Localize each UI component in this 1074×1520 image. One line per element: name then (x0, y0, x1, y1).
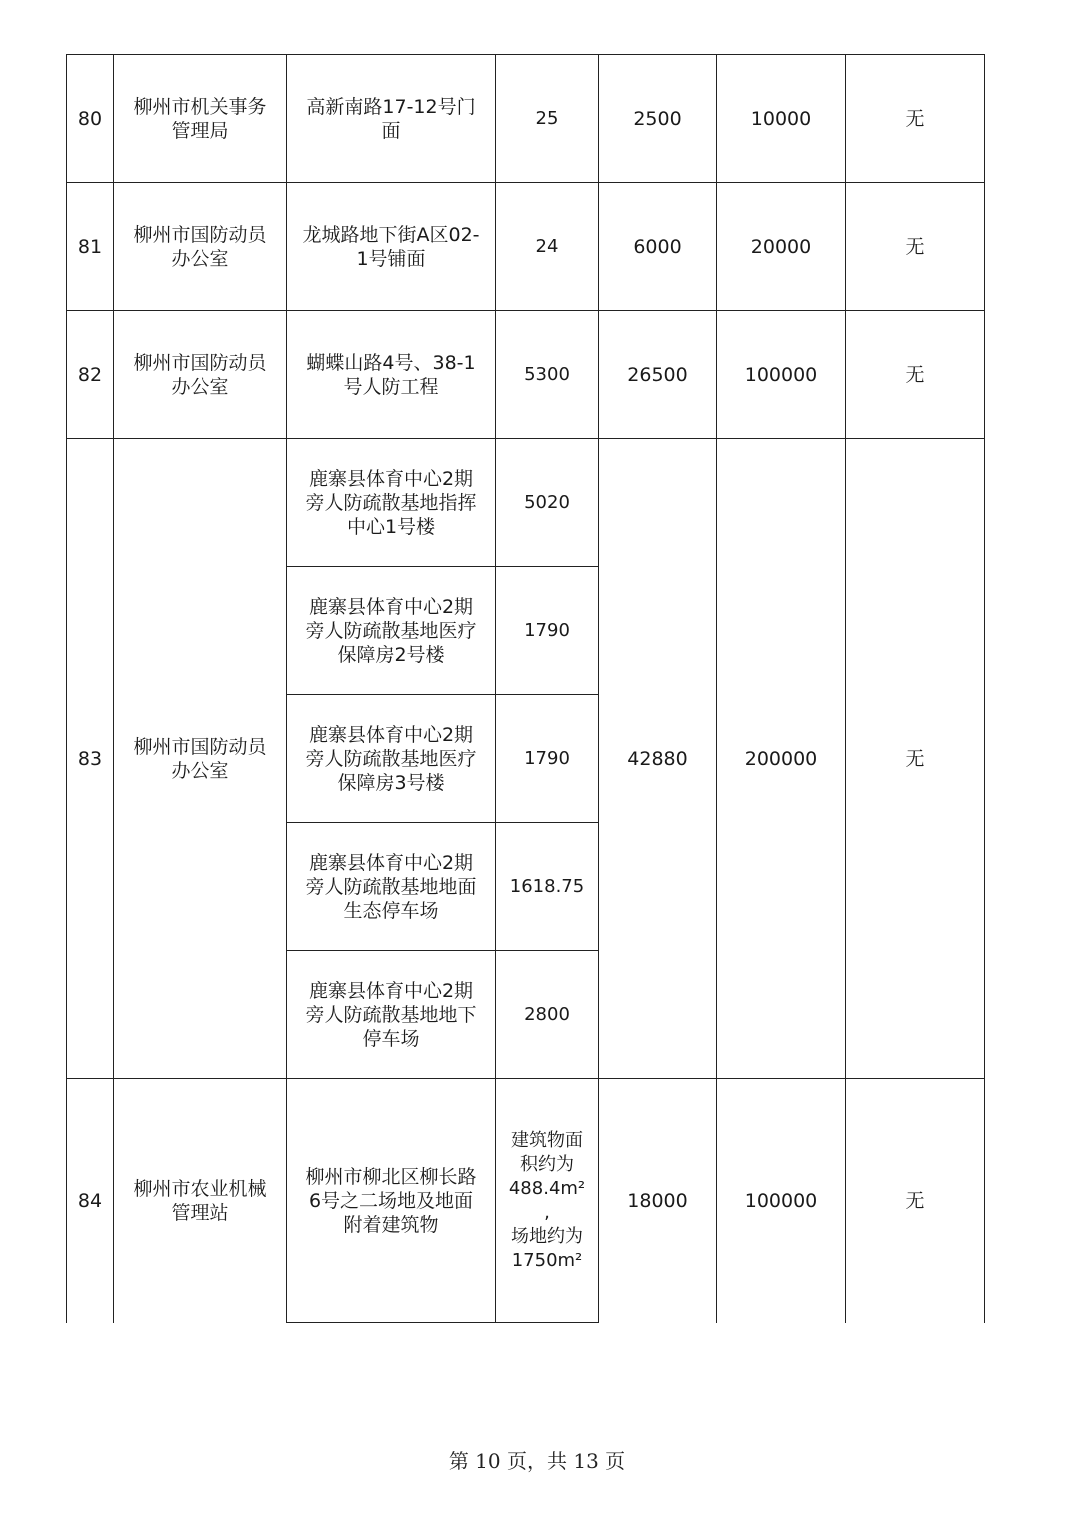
deposit-cell: 200000 (717, 439, 846, 1079)
organization-cell: 柳州市机关事务 管理局 (114, 55, 287, 183)
deposit-cell: 100000 (717, 1079, 846, 1323)
table-row (67, 183, 985, 311)
address-cell: 鹿寨县体育中心2期 旁人防疏散基地医疗 保障房3号楼 (287, 695, 496, 823)
note-cell: 无 (846, 1079, 985, 1323)
page-footer: 第 10 页，共 13 页 (448, 1449, 626, 1473)
address-cell: 蝴蝶山路4号、38-1 号人防工程 (287, 311, 496, 439)
area-cell: 2800 (496, 951, 599, 1079)
address-cell: 柳州市柳北区柳长路 6号之二场地及地面 附着建筑物 (287, 1079, 496, 1323)
property-table-container (66, 54, 985, 1323)
rent-cell: 18000 (599, 1079, 717, 1323)
area-cell: 24 (496, 183, 599, 311)
note-cell: 无 (846, 311, 985, 439)
address-cell: 鹿寨县体育中心2期 旁人防疏散基地医疗 保障房2号楼 (287, 567, 496, 695)
rent-cell: 42880 (599, 439, 717, 1079)
note-cell: 无 (846, 439, 985, 1079)
rent-cell: 26500 (599, 311, 717, 439)
deposit-cell: 20000 (717, 183, 846, 311)
table-row (67, 311, 985, 439)
address-cell: 鹿寨县体育中心2期 旁人防疏散基地指挥 中心1号楼 (287, 439, 496, 567)
row-number: 81 (67, 183, 114, 311)
row-number: 80 (67, 55, 114, 183)
area-cell: 1790 (496, 567, 599, 695)
table-row (67, 55, 985, 183)
address-cell: 鹿寨县体育中心2期 旁人防疏散基地地下 停车场 (287, 951, 496, 1079)
area-cell: 1618.75 (496, 823, 599, 951)
table-row (67, 439, 985, 567)
organization-cell: 柳州市农业机械 管理站 (114, 1079, 287, 1323)
address-cell: 高新南路17-12号门 面 (287, 55, 496, 183)
address-cell: 龙城路地下街A区02- 1号铺面 (287, 183, 496, 311)
organization-cell: 柳州市国防动员 办公室 (114, 311, 287, 439)
area-cell: 5300 (496, 311, 599, 439)
row-number: 83 (67, 439, 114, 1079)
property-table (66, 54, 985, 1323)
area-cell: 建筑物面 积约为 488.4m² , 场地约为 1750m² (496, 1079, 599, 1323)
deposit-cell: 100000 (717, 311, 846, 439)
row-number: 82 (67, 311, 114, 439)
deposit-cell: 10000 (717, 55, 846, 183)
address-cell: 鹿寨县体育中心2期 旁人防疏散基地地面 生态停车场 (287, 823, 496, 951)
note-cell: 无 (846, 55, 985, 183)
area-cell: 5020 (496, 439, 599, 567)
organization-cell: 柳州市国防动员 办公室 (114, 183, 287, 311)
area-cell: 1790 (496, 695, 599, 823)
rent-cell: 2500 (599, 55, 717, 183)
row-number: 84 (67, 1079, 114, 1323)
note-cell: 无 (846, 183, 985, 311)
rent-cell: 6000 (599, 183, 717, 311)
table-row (67, 1079, 985, 1323)
organization-cell: 柳州市国防动员 办公室 (114, 439, 287, 1079)
area-cell: 25 (496, 55, 599, 183)
